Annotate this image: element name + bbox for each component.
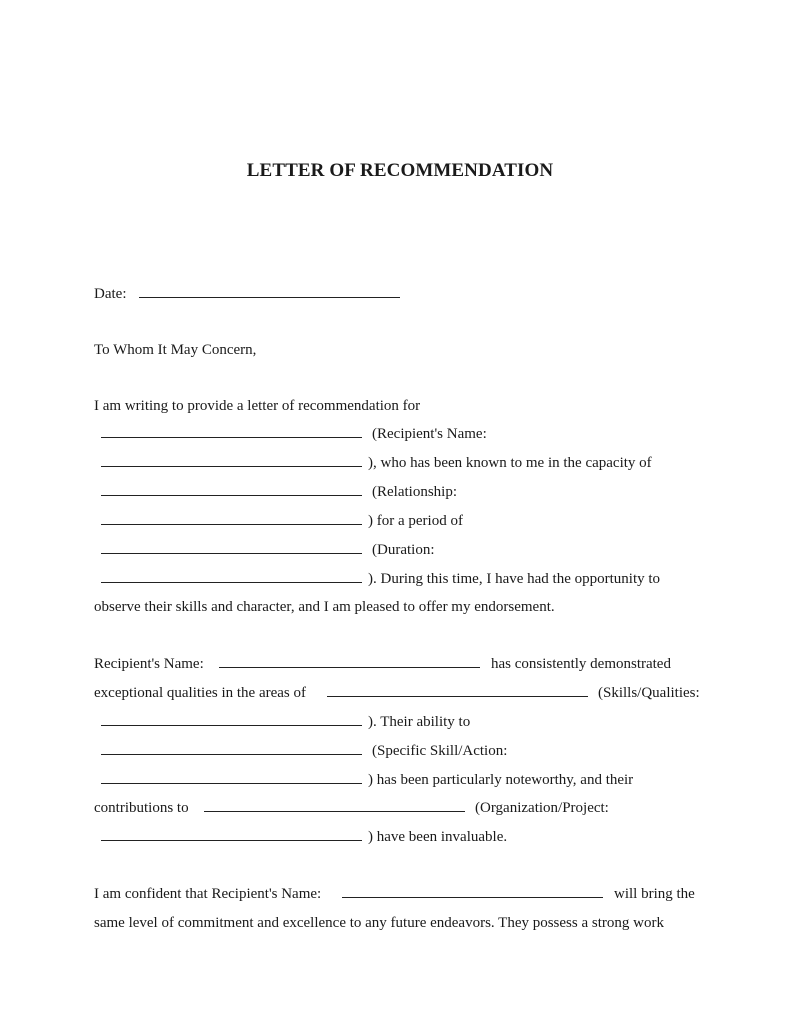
- observe-text: observe their skills and character, and I am pleased to offer my endorsement.: [94, 599, 555, 615]
- specific-skill-field-2[interactable]: [101, 783, 362, 784]
- duration-field-2[interactable]: [101, 582, 362, 583]
- organization-field[interactable]: [204, 811, 465, 812]
- recipient-name-field[interactable]: [101, 437, 362, 438]
- skills-qualities-label: (Skills/Qualities:: [598, 685, 700, 701]
- invaluable-text: ) have been invaluable.: [368, 829, 508, 845]
- exceptional-text: exceptional qualities in the areas of: [94, 685, 306, 701]
- skills-field[interactable]: [327, 696, 588, 697]
- specific-skill-field[interactable]: [101, 754, 362, 755]
- will-bring-text: will bring the: [614, 886, 695, 902]
- specific-skill-label: (Specific Skill/Action:: [372, 743, 508, 759]
- relationship-field-2[interactable]: [101, 524, 362, 525]
- their-ability-text: ). Their ability to: [368, 714, 471, 730]
- duration-label: (Duration:: [372, 542, 435, 558]
- recipient-name-label: (Recipient's Name:: [372, 426, 487, 442]
- noteworthy-text: ) has been particularly noteworthy, and their: [368, 772, 634, 788]
- recipient-name-field-2[interactable]: [101, 466, 362, 467]
- same-level-text: same level of commitment and excellence to any future endeavors. They possess a strong work: [94, 915, 664, 931]
- duration-field[interactable]: [101, 553, 362, 554]
- contributions-text: contributions to: [94, 800, 189, 816]
- salutation: To Whom It May Concern,: [94, 342, 257, 358]
- recipient-label: Recipient's Name:: [94, 656, 204, 672]
- recipient-field[interactable]: [219, 667, 480, 668]
- demonstrated-text: has consistently demonstrated: [491, 656, 671, 672]
- known-capacity-text: ), who has been known to me in the capacity of: [368, 455, 652, 471]
- date-label: Date:: [94, 286, 127, 302]
- for-period-text: ) for a period of: [368, 513, 463, 529]
- date-field[interactable]: [139, 297, 400, 298]
- relationship-label: (Relationship:: [372, 484, 457, 500]
- intro-text: I am writing to provide a letter of recommendation for: [94, 398, 421, 414]
- page-title: LETTER OF RECOMMENDATION: [246, 160, 554, 181]
- organization-field-2[interactable]: [101, 840, 362, 841]
- during-time-text: ). During this time, I have had the opportunity to: [368, 571, 661, 587]
- recipient-field-3[interactable]: [342, 897, 603, 898]
- confident-text: I am confident that Recipient's Name:: [94, 886, 322, 902]
- relationship-field[interactable]: [101, 495, 362, 496]
- organization-label: (Organization/Project:: [475, 800, 609, 816]
- skills-field-2[interactable]: [101, 725, 362, 726]
